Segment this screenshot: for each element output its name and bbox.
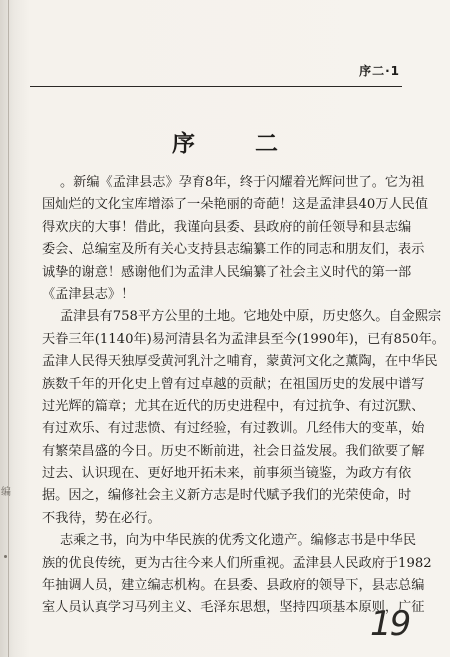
binding-gutter-line [8, 0, 9, 657]
text-line: 族的优良传统，更为古往今来人们所重视。孟津县人民政府于1982 [42, 555, 432, 571]
text-line: 过去、认识现在、更好地开拓未来，前事须当镜鉴，为政方有依 [42, 466, 412, 482]
handwritten-page-number: 19 [370, 604, 410, 644]
text-line: 志乘之书，向为中华民族的优秀文化遗产。编修志书是中华民 [60, 533, 417, 549]
text-line: 。新编《孟津县志》孕育8年，终于闪耀着光辉问世了。它为祖 [60, 175, 425, 190]
text-line: 《孟津县志》！ [42, 286, 135, 302]
text-line: 族数千年的开化史上曾有过卓越的贡献；在祖国历史的发展中谱写 [42, 376, 425, 392]
header-rule [30, 86, 402, 87]
text-line: 诚挚的谢意！感谢他们为孟津人民编纂了社会主义时代的第一部 [42, 264, 412, 280]
text-line: 年抽调人员，建立编志机构。在县委、县政府的领导下，县志总编 [42, 578, 425, 594]
text-line: 过光辉的篇章；尤其在近代的历史进程中，有过抗争、有过沉默、 [42, 398, 425, 414]
margin-dot [4, 555, 7, 558]
margin-mark: 编 [1, 487, 11, 498]
paragraph-3 [42, 530, 432, 620]
text-line: 天眷三年(1140年)易河清县名为孟津县至今(1990年)，已有850年。 [42, 331, 445, 347]
paragraph-1 [42, 172, 429, 306]
text-line: 据。因之，编修社会主义新方志是时代赋予我们的光荣使命，时 [42, 488, 412, 504]
text-line: 孟津人民得天独厚受黄河乳汁之哺育，蒙黄河文化之薰陶，在中华民 [42, 354, 438, 370]
text-line: 委会、总编室及所有关心支持县志编纂工作的同志和朋友们，表示 [42, 242, 425, 258]
paragraph-2 [42, 306, 445, 530]
text-line: 室人员认真学习马列主义、毛泽东思想，坚持四项基本原则，广征 [42, 600, 425, 616]
body-text [42, 172, 445, 620]
text-line: 孟津县有758平方公里的土地。它地处中原，历史悠久。自金熙宗 [60, 309, 442, 325]
text-line: 得欢庆的大事！借此，我谨向县委、县政府的前任领导和县志编 [42, 219, 412, 235]
text-line: 不我待，势在必行。 [42, 510, 161, 526]
text-line: 国灿烂的文化宝库增添了一朵艳丽的奇葩！这是孟津县40万人民值 [42, 197, 429, 213]
text-line: 有繁荣昌盛的今日。历史不断前进，社会日益发展。我们欲要了解 [42, 443, 425, 459]
text-line: 有过欢乐、有过悲愤、有过经验，有过教训。几经伟大的变革，始 [42, 421, 425, 437]
page-title: 序 二 [171, 130, 304, 157]
running-head: 序二·1 [359, 64, 400, 78]
